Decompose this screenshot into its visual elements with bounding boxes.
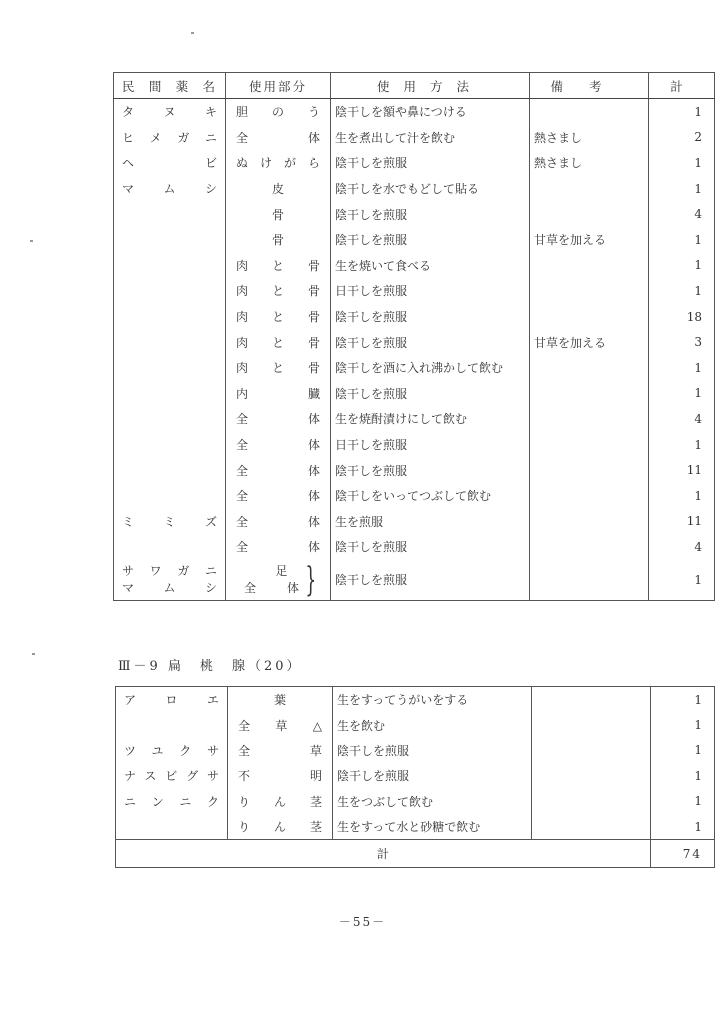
cell-notes: 熱さまし [530,150,649,176]
table-row [114,355,715,381]
cell-count: 1 [651,738,715,763]
cell-remedy-name [114,253,226,279]
cell-remedy-name [114,329,226,355]
cell-remedy-name [114,406,226,432]
cell-part-used [226,560,331,601]
header-notes: 備考 [530,73,649,99]
cell-count: 4 [649,406,715,432]
cell-part-used: 皮 [226,176,331,202]
cell-count: 1 [651,789,715,814]
cell-notes [532,712,651,737]
cell-notes [532,814,651,840]
table-row [114,201,715,227]
cell-count: 1 [649,253,715,279]
cell-notes [532,789,651,814]
table-row [114,560,715,601]
cell-part-used: 全体 [226,483,331,509]
cell-remedy-name [114,432,226,458]
cell-part-used: 全体 [226,509,331,535]
cell-count: 1 [649,483,715,509]
table-row [114,406,715,432]
cell-remedy-name [114,227,226,253]
cell-part-used: 肉と骨 [226,355,331,381]
table-row [114,253,715,279]
cell-usage-method: 生を飲む [333,712,532,737]
table-row [114,457,715,483]
cell-count: 4 [649,201,715,227]
cell-count: 11 [649,457,715,483]
cell-usage-method: 生をすって水と砂糖で飲む [333,814,532,840]
cell-notes [530,560,649,601]
part-line: 足 [275,563,288,578]
table-row [114,534,715,560]
cell-notes [530,355,649,381]
cell-notes [530,406,649,432]
cell-usage-method: 陰干しを煎服 [333,738,532,763]
table-row [114,176,715,202]
cell-notes [530,253,649,279]
cell-part-used: ぬけがら [226,150,331,176]
cell-count: 1 [649,381,715,407]
cell-count: 18 [649,304,715,330]
cell-usage-method: 陰干しを煎服 [331,201,530,227]
cell-notes [530,534,649,560]
table-row [116,789,715,814]
cell-part-used: りん茎 [228,814,333,840]
table-row [114,509,715,535]
cell-usage-method: 日干しを煎服 [331,432,530,458]
cell-notes [530,483,649,509]
table-row [114,278,715,304]
cell-notes [532,763,651,788]
table-row [114,125,715,151]
cell-count: 1 [649,99,715,125]
cell-notes: 甘草を加える [530,227,649,253]
cell-usage-method: 生を煮出して汁を飲む [331,125,530,151]
part-line: 全体 [244,580,299,595]
table-row [116,712,715,737]
cell-remedy-name [114,381,226,407]
cell-part-used: 全草 [228,738,333,763]
cell-count: 1 [649,355,715,381]
cell-remedy-name: ヘビ [114,150,226,176]
cell-usage-method: 陰干しを煎服 [331,560,530,601]
header-count: 計 [649,73,715,99]
scan-speck [32,653,35,655]
table-row [114,99,715,125]
cell-part-used: 骨 [226,201,331,227]
header-usage-method: 使用方法 [331,73,530,99]
table-row [114,381,715,407]
cell-usage-method: 陰干しを煎服 [331,329,530,355]
cell-count: 1 [649,150,715,176]
cell-part-used: 全体 [226,457,331,483]
remedy-name-line: サワガニ [122,563,217,578]
cell-remedy-name [114,304,226,330]
cell-notes [530,201,649,227]
cell-count: 1 [649,176,715,202]
cell-notes [532,738,651,763]
cell-part-used: 肉と骨 [226,304,331,330]
header-part-used: 使用部分 [226,73,331,99]
cell-usage-method: 陰干しを水でもどして貼る [331,176,530,202]
cell-usage-method: 陰干しを煎服 [331,381,530,407]
cell-usage-method: 生を焼いて食べる [331,253,530,279]
cell-usage-method: 陰干しを酒に入れ沸かして飲む [331,355,530,381]
cell-remedy-name [114,355,226,381]
cell-remedy-name [116,814,228,840]
remedy-table [113,72,715,601]
cell-part-used: 全体 [226,406,331,432]
total-label: 計 [116,840,651,868]
cell-remedy-name: ツユクサ [116,738,228,763]
cell-part-used: りん茎 [228,789,333,814]
cell-remedy-name: ナスビグサ [116,763,228,788]
cell-part-used: 肉と骨 [226,329,331,355]
scan-speck [191,32,194,34]
cell-remedy-name [114,534,226,560]
cell-part-used: 全体 [226,432,331,458]
cell-usage-method: 生を煎服 [331,509,530,535]
table-row [116,738,715,763]
scan-speck [30,240,33,242]
cell-usage-method: 生をつぶして飲む [333,789,532,814]
cell-remedy-name: アロエ [116,687,228,713]
cell-remedy-name [114,560,226,601]
cell-count: 1 [649,227,715,253]
cell-usage-method: 陰干しをいってつぶして飲む [331,483,530,509]
cell-remedy-name [114,278,226,304]
cell-count: 2 [649,125,715,151]
table-row [116,763,715,788]
cell-part-used: 骨 [226,227,331,253]
table-row [114,329,715,355]
cell-count: 1 [651,814,715,840]
cell-part-used: 肉と骨 [226,278,331,304]
cell-notes [530,176,649,202]
cell-count: 1 [649,278,715,304]
cell-notes: 熱さまし [530,125,649,151]
table-row [116,687,715,713]
cell-notes: 甘草を加える [530,329,649,355]
cell-notes [530,457,649,483]
total-value: 74 [651,840,715,868]
cell-usage-method: 日干しを煎服 [331,278,530,304]
cell-remedy-name: タヌキ [114,99,226,125]
cell-count: 1 [651,712,715,737]
cell-usage-method: 生を焼酎漬けにして飲む [331,406,530,432]
cell-usage-method: 陰干しを煎服 [331,227,530,253]
cell-remedy-name: ミミズ [114,509,226,535]
table-header-row [114,73,715,99]
cell-count: 1 [649,560,715,601]
brace-mark: } [305,559,317,600]
table-row [114,432,715,458]
total-row [116,840,715,868]
table-row [114,150,715,176]
cell-part-used: 内臓 [226,381,331,407]
cell-count: 1 [649,432,715,458]
cell-part-used: 胆のう [226,99,331,125]
cell-part-used: 全体 [226,534,331,560]
cell-usage-method: 陰干しを煎服 [331,304,530,330]
cell-notes [530,432,649,458]
cell-notes [530,278,649,304]
cell-count: 1 [651,687,715,713]
header-remedy-name: 民間薬名 [114,73,226,99]
cell-part-used: 肉と骨 [226,253,331,279]
section-title: Ⅲ－9 扁 桃 腺（20） [118,659,303,674]
remedy-name-line: マムシ [122,580,217,595]
cell-usage-method: 陰干しを煎服 [331,534,530,560]
cell-part-used: 葉 [228,687,333,713]
table-row [114,304,715,330]
table-row [114,227,715,253]
cell-usage-method: 陰干しを煎服 [333,763,532,788]
cell-part-used: 不明 [228,763,333,788]
cell-notes [530,381,649,407]
cell-usage-method: 陰干しを煎服 [331,457,530,483]
cell-usage-method: 陰干しを煎服 [331,150,530,176]
cell-part-used: 全体 [226,125,331,151]
cell-remedy-name: ヒメガニ [114,125,226,151]
cell-usage-method: 生をすってうがいをする [333,687,532,713]
cell-remedy-name [114,201,226,227]
cell-count: 1 [651,763,715,788]
cell-notes [530,509,649,535]
cell-part-used: 全草△ [228,712,333,737]
cell-count: 11 [649,509,715,535]
cell-notes [532,687,651,713]
table-row [114,483,715,509]
cell-count: 3 [649,329,715,355]
cell-usage-method: 陰干しを額や鼻につける [331,99,530,125]
cell-count: 4 [649,534,715,560]
table-row [116,814,715,840]
cell-notes [530,99,649,125]
cell-remedy-name [114,457,226,483]
cell-remedy-name [114,483,226,509]
cell-notes [530,304,649,330]
tonsil-remedy-table [115,686,715,868]
cell-remedy-name [116,712,228,737]
page-number: －55－ [338,915,387,929]
cell-remedy-name: マムシ [114,176,226,202]
cell-remedy-name: ニンニク [116,789,228,814]
